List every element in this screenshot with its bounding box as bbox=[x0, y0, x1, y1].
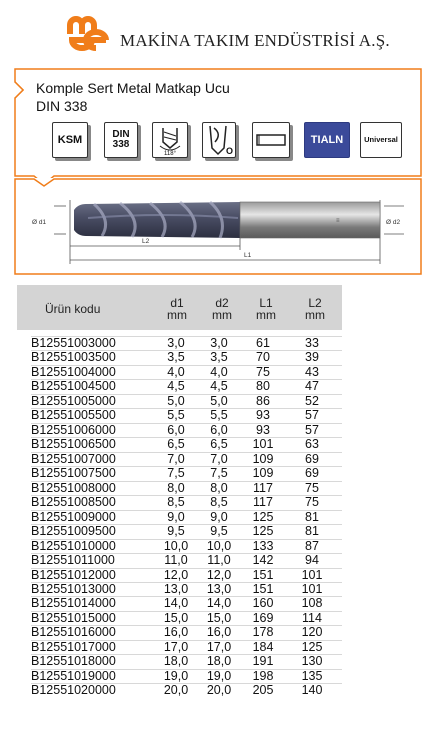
header-d2: d2 mm bbox=[212, 296, 232, 322]
d2-cell: 9,0 bbox=[210, 509, 228, 524]
table-row bbox=[31, 553, 342, 567]
l1-cell: 80 bbox=[256, 379, 270, 394]
product-code-cell: B12551007500 bbox=[31, 466, 116, 481]
product-code-cell: B12551005000 bbox=[31, 393, 116, 408]
l1-cell: 205 bbox=[252, 683, 274, 698]
l1-cell: 125 bbox=[252, 509, 274, 524]
d2-cell: 16,0 bbox=[206, 625, 232, 640]
d2-cell: 8,5 bbox=[210, 495, 228, 510]
l2-cell: 87 bbox=[305, 538, 319, 553]
d2-cell: 10,0 bbox=[206, 538, 232, 553]
d1-cell: 10,0 bbox=[163, 538, 189, 553]
l2-cell: 101 bbox=[301, 567, 323, 582]
l2-cell: 75 bbox=[305, 495, 319, 510]
table-row bbox=[31, 568, 342, 582]
header-product-code: Ürün kodu bbox=[45, 302, 101, 316]
d2-cell: 13,0 bbox=[206, 581, 232, 596]
d2-cell: 9,5 bbox=[210, 524, 228, 539]
d1-cell: 12,0 bbox=[163, 567, 189, 582]
d1-cell: 19,0 bbox=[163, 668, 189, 683]
table-row bbox=[31, 625, 342, 639]
table-row bbox=[31, 466, 342, 480]
l1-cell: 117 bbox=[253, 480, 273, 495]
l2-cell: 39 bbox=[305, 350, 319, 365]
l2-cell: 47 bbox=[305, 379, 319, 394]
product-code-cell: B12551008500 bbox=[31, 495, 116, 510]
table-row bbox=[31, 437, 342, 451]
d1-cell: 5,0 bbox=[167, 393, 185, 408]
l1-cell: 86 bbox=[256, 393, 270, 408]
table-row bbox=[31, 452, 342, 466]
l1-cell: 151 bbox=[252, 581, 274, 596]
din-badge: DIN 338 bbox=[104, 122, 138, 158]
universal-badge: Universal bbox=[360, 122, 402, 158]
d1-cell: 9,5 bbox=[167, 524, 185, 539]
table-header bbox=[17, 285, 342, 330]
l2-cell: 57 bbox=[305, 422, 319, 437]
d1-cell: 3,0 bbox=[167, 336, 185, 350]
l1-cell: 117 bbox=[253, 495, 273, 510]
table-row bbox=[31, 336, 342, 350]
table-row bbox=[31, 669, 342, 683]
l1-cell: 142 bbox=[252, 553, 274, 568]
l1-cell: 169 bbox=[252, 610, 274, 625]
product-code-cell: B12551008000 bbox=[31, 480, 116, 495]
product-code-cell: B12551005500 bbox=[31, 408, 116, 423]
l1-cell: 151 bbox=[252, 567, 274, 582]
l1-cell: 160 bbox=[252, 596, 274, 611]
table-row bbox=[31, 510, 342, 524]
d1-cell: 14,0 bbox=[163, 596, 189, 611]
shank-icon bbox=[252, 122, 290, 158]
d2-cell: 11,0 bbox=[207, 553, 231, 568]
table-row bbox=[31, 683, 342, 697]
company-name: MAKİNA TAKIM ENDÜSTRİSİ A.Ş. bbox=[120, 31, 390, 50]
d1-cell: 3,5 bbox=[167, 350, 185, 365]
product-code-cell: B12551020000 bbox=[31, 683, 116, 698]
l2-cell: 130 bbox=[301, 654, 323, 669]
l1-label: L1 bbox=[244, 252, 252, 259]
d2-cell: 15,0 bbox=[206, 610, 232, 625]
product-code-cell: B12551003000 bbox=[31, 336, 116, 350]
d1-cell: 11,0 bbox=[164, 553, 188, 568]
table-row bbox=[31, 640, 342, 654]
d2-cell: 3,0 bbox=[210, 336, 228, 350]
product-code-cell: B12551009500 bbox=[31, 524, 116, 539]
product-code-cell: B12551012000 bbox=[31, 567, 116, 582]
d2-cell: 5,0 bbox=[210, 393, 228, 408]
product-code-cell: B12551017000 bbox=[31, 639, 116, 654]
l2-cell: 108 bbox=[301, 596, 323, 611]
product-code-cell: B12551007000 bbox=[31, 451, 116, 466]
d1-cell: 18,0 bbox=[163, 654, 189, 669]
l1-cell: 75 bbox=[256, 364, 270, 379]
d1-cell: 9,0 bbox=[167, 509, 185, 524]
d1-cell: 4,5 bbox=[167, 379, 185, 394]
d2-cell: 7,0 bbox=[210, 451, 228, 466]
d1-cell: 8,5 bbox=[167, 495, 185, 510]
l2-cell: 57 bbox=[305, 408, 319, 423]
d1-cell: 20,0 bbox=[163, 683, 189, 698]
product-code-cell: B12551011000 bbox=[31, 553, 115, 568]
d2-cell: 3,5 bbox=[210, 350, 228, 365]
product-code-cell: B12551014000 bbox=[31, 596, 116, 611]
product-info-box bbox=[14, 68, 422, 178]
product-table bbox=[17, 285, 342, 698]
l2-cell: 69 bbox=[305, 451, 319, 466]
l2-cell: 81 bbox=[305, 524, 319, 539]
product-code-cell: B12551006500 bbox=[31, 437, 116, 452]
header-l1: L1 mm bbox=[256, 296, 276, 322]
coating-badge: TIALN bbox=[304, 122, 350, 158]
d1-cell: 13,0 bbox=[163, 581, 189, 596]
product-code-cell: B12551015000 bbox=[31, 610, 116, 625]
drill-diagram-svg bbox=[14, 178, 422, 276]
product-code-cell: B12551009000 bbox=[31, 509, 116, 524]
cylindrical-shank-icon bbox=[255, 133, 287, 147]
d2-cell: 8,0 bbox=[210, 480, 228, 495]
table-row bbox=[31, 654, 342, 668]
d1-cell: 16,0 bbox=[163, 625, 189, 640]
d2-cell: 6,5 bbox=[210, 437, 228, 452]
d2-cell: 18,0 bbox=[206, 654, 232, 669]
company-logo-icon bbox=[64, 14, 112, 54]
l1-cell: 93 bbox=[256, 422, 270, 437]
table-row bbox=[31, 394, 342, 408]
table-body bbox=[31, 336, 342, 698]
l1-cell: 61 bbox=[256, 336, 270, 350]
d1-cell: 5,5 bbox=[167, 408, 185, 423]
table-row bbox=[31, 596, 342, 610]
l2-cell: 140 bbox=[301, 683, 323, 698]
d2-cell: 4,0 bbox=[210, 364, 228, 379]
d2-cell: 6,0 bbox=[210, 422, 228, 437]
table-row bbox=[31, 481, 342, 495]
l2-cell: 125 bbox=[301, 639, 323, 654]
l2-label: L2 bbox=[142, 238, 150, 245]
l1-cell: 101 bbox=[252, 437, 274, 452]
l1-cell: 178 bbox=[252, 625, 274, 640]
d2-cell: 7,5 bbox=[210, 466, 228, 481]
product-code-cell: B12551019000 bbox=[31, 668, 116, 683]
d1-cell: 17,0 bbox=[163, 639, 189, 654]
drill-diagram bbox=[14, 178, 422, 276]
l2-cell: 81 bbox=[305, 509, 319, 524]
l1-cell: 133 bbox=[252, 538, 274, 553]
d2-cell: 14,0 bbox=[206, 596, 232, 611]
header-l2: L2 mm bbox=[305, 296, 325, 322]
table-row bbox=[31, 524, 342, 538]
l2-cell: 43 bbox=[305, 364, 319, 379]
table-row bbox=[31, 365, 342, 379]
table-row bbox=[31, 495, 342, 509]
l1-cell: 184 bbox=[252, 639, 274, 654]
table-row bbox=[31, 408, 342, 422]
d1-cell: 7,5 bbox=[167, 466, 185, 481]
l2-cell: 101 bbox=[301, 581, 323, 596]
product-standard: DIN 338 bbox=[36, 98, 88, 114]
table-row bbox=[31, 582, 342, 596]
brand-header bbox=[64, 14, 394, 54]
d1-cell: 6,5 bbox=[167, 437, 185, 452]
l2-cell: 75 bbox=[305, 480, 319, 495]
table-row bbox=[31, 350, 342, 364]
d2-cell: 20,0 bbox=[206, 683, 232, 698]
header-d1: d1 mm bbox=[167, 296, 187, 322]
d1-cell: 4,0 bbox=[167, 364, 185, 379]
ksm-badge: KSM bbox=[52, 122, 88, 158]
l2-cell: 94 bbox=[305, 553, 319, 568]
product-code-cell: B12551010000 bbox=[31, 538, 116, 553]
d2-label: Ø d2 bbox=[386, 219, 401, 226]
product-title: Komple Sert Metal Matkap Ucu bbox=[36, 80, 230, 96]
l1-cell: 125 bbox=[252, 524, 274, 539]
l1-cell: 198 bbox=[252, 668, 274, 683]
l1-cell: 191 bbox=[252, 654, 274, 669]
l1-cell: 109 bbox=[252, 451, 274, 466]
table-row bbox=[31, 611, 342, 625]
product-code-cell: B12551004500 bbox=[31, 379, 116, 394]
product-code-cell: B12551003500 bbox=[31, 350, 116, 365]
product-code-cell: B12551018000 bbox=[31, 654, 116, 669]
l1-cell: 93 bbox=[256, 408, 270, 423]
l1-cell: 109 bbox=[252, 466, 274, 481]
d1-cell: 15,0 bbox=[163, 610, 189, 625]
l2-cell: 114 bbox=[302, 610, 322, 625]
point-angle-icon: 118° bbox=[152, 122, 188, 158]
table-row bbox=[31, 539, 342, 553]
d1-cell: 7,0 bbox=[167, 451, 185, 466]
d2-cell: 17,0 bbox=[206, 639, 232, 654]
l2-cell: 63 bbox=[305, 437, 319, 452]
product-code-cell: B12551004000 bbox=[31, 364, 116, 379]
d1-cell: 8,0 bbox=[167, 480, 185, 495]
d1-cell: 6,0 bbox=[167, 422, 185, 437]
l2-cell: 69 bbox=[305, 466, 319, 481]
product-code-cell: B12551013000 bbox=[31, 581, 116, 596]
flute-icon: O bbox=[202, 122, 236, 158]
table-row bbox=[31, 379, 342, 393]
d2-cell: 4,5 bbox=[210, 379, 228, 394]
d2-cell: 19,0 bbox=[206, 668, 232, 683]
svg-text:≡: ≡ bbox=[336, 218, 340, 224]
l1-cell: 70 bbox=[256, 350, 270, 365]
l2-cell: 120 bbox=[301, 625, 323, 640]
product-code-cell: B12551006000 bbox=[31, 422, 116, 437]
d2-cell: 5,5 bbox=[210, 408, 228, 423]
l2-cell: 135 bbox=[301, 668, 323, 683]
d1-label: Ø d1 bbox=[32, 219, 47, 226]
d2-cell: 12,0 bbox=[206, 567, 232, 582]
product-code-cell: B12551016000 bbox=[31, 625, 116, 640]
table-row bbox=[31, 423, 342, 437]
l2-cell: 33 bbox=[305, 336, 319, 350]
l2-cell: 52 bbox=[305, 393, 319, 408]
